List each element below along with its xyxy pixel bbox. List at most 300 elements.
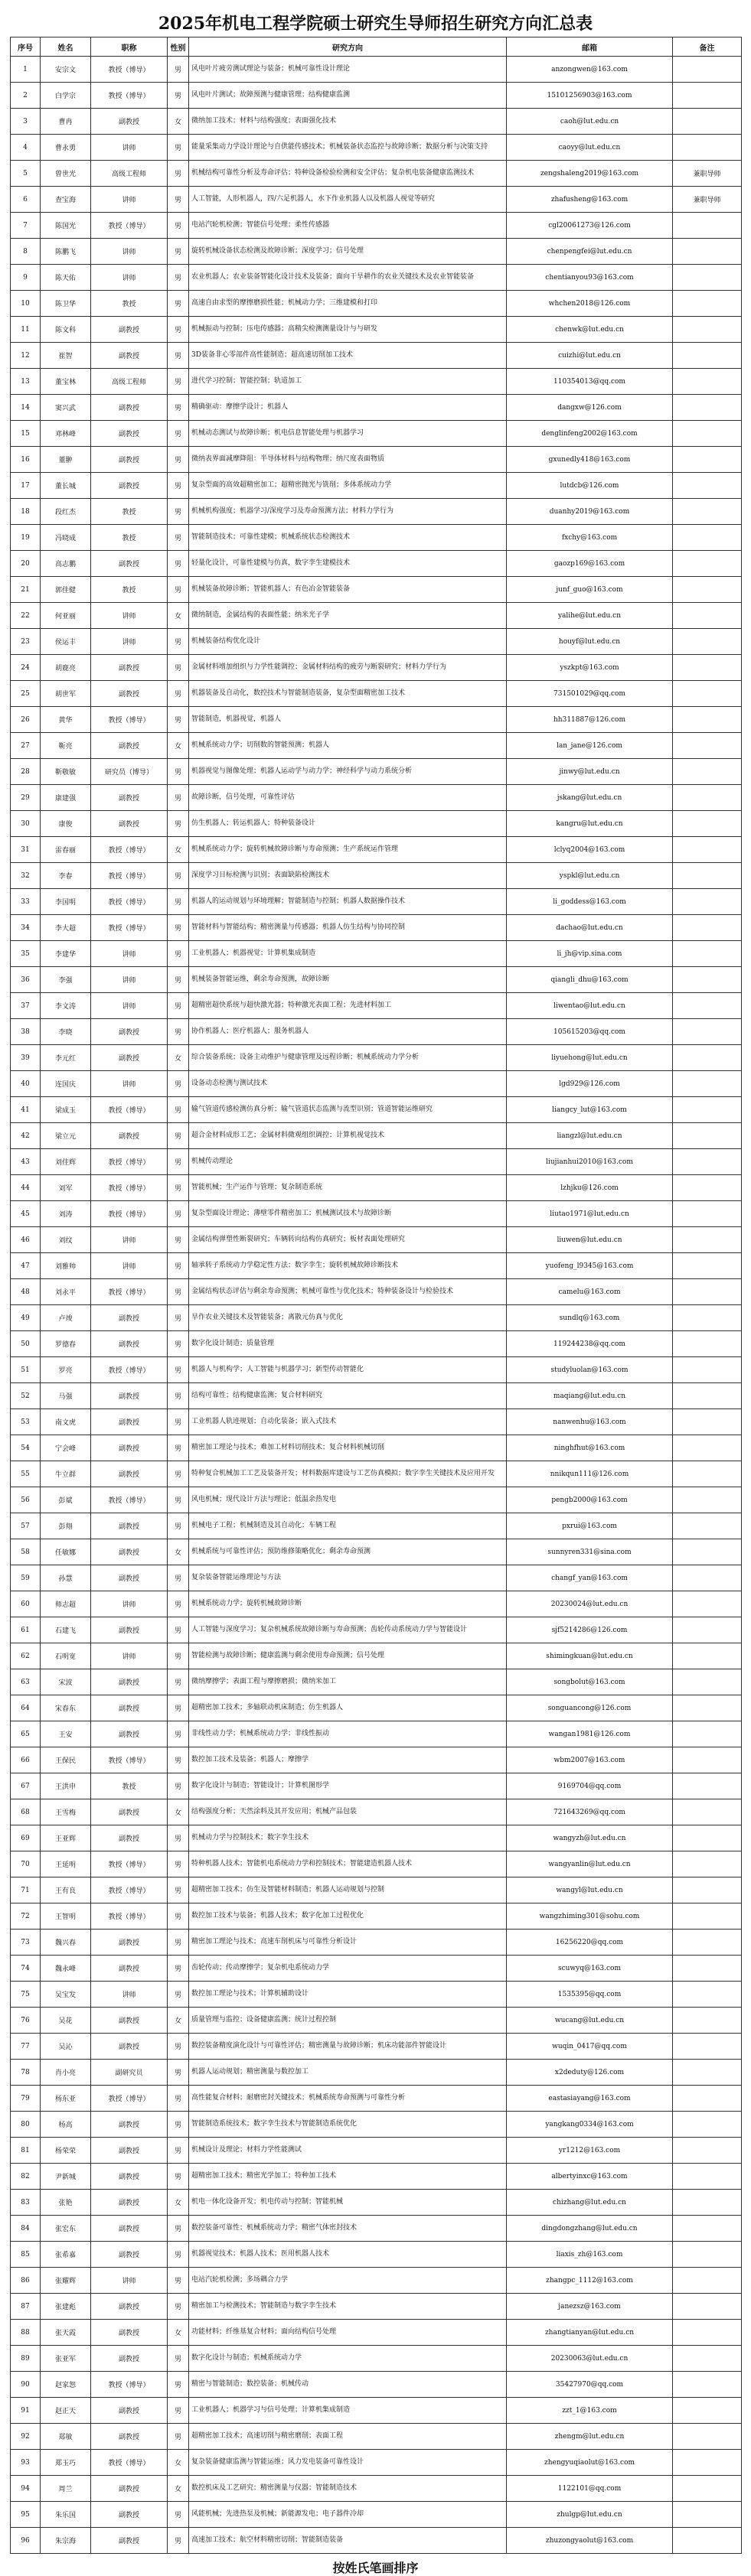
- cell-name: 杨东亚: [41, 2086, 91, 2112]
- cell-email: lclyq2004@163.com: [507, 837, 673, 863]
- cell-email: shimingkuan@lut.edu.cn: [507, 1643, 673, 1669]
- cell-title: 教授（博导）: [91, 1279, 168, 1305]
- cell-email: cgl20061273@126.com: [507, 213, 673, 239]
- cell-title: 讲师: [91, 1982, 168, 2008]
- cell-research: 超精密加工技术；精密光学加工；特种加工技术: [189, 2164, 507, 2190]
- cell-gender: 男: [168, 1201, 189, 1227]
- cell-email: liujianhui2010@163.com: [507, 1149, 673, 1175]
- cell-title: 副教授: [91, 2190, 168, 2216]
- cell-title: 副教授: [91, 2476, 168, 2502]
- cell-index: 29: [11, 785, 41, 811]
- cell-gender: 男: [168, 83, 189, 109]
- cell-research: 数字化设计与制造；机械系统动力学: [189, 2346, 507, 2372]
- table-row: [11, 1539, 742, 1565]
- table-row: [11, 629, 742, 655]
- cell-research: 超合金材料成形工艺；金属材料微观组织调控；计算机视觉技术: [189, 1123, 507, 1149]
- cell-remark: [673, 135, 742, 161]
- cell-research: 机械系统动力学；旋转机械故障诊断: [189, 1591, 507, 1617]
- cell-research: 设备动态检测与测试技术: [189, 1071, 507, 1097]
- header-index: 序号: [11, 37, 41, 57]
- cell-gender: 男: [168, 1773, 189, 1799]
- table-row: [11, 2424, 742, 2450]
- cell-name: 董宝林: [41, 369, 91, 395]
- cell-research: 机械机构强度；机器学习/深度学习及寿命预测方法；材料力学行为: [189, 499, 507, 525]
- cell-name: 刘永平: [41, 1279, 91, 1305]
- cell-email: yspkl@lut.edu.cn: [507, 863, 673, 889]
- cell-email: zzt_1@163.com: [507, 2398, 673, 2424]
- cell-title: 副教授: [91, 2294, 168, 2320]
- cell-index: 46: [11, 1227, 41, 1253]
- cell-email: maqiang@lut.edu.cn: [507, 1383, 673, 1409]
- cell-email: chizhang@lut.edu.cn: [507, 2190, 673, 2216]
- cell-index: 30: [11, 811, 41, 837]
- table-row: [11, 473, 742, 499]
- table-row: [11, 1669, 742, 1695]
- cell-title: 副教授: [91, 785, 168, 811]
- cell-remark: [673, 1123, 742, 1149]
- table-row: [11, 369, 742, 395]
- cell-gender: 男: [168, 213, 189, 239]
- cell-title: 副教授: [91, 1305, 168, 1331]
- cell-title: 副教授: [91, 1019, 168, 1045]
- cell-name: 陈天佑: [41, 265, 91, 291]
- cell-index: 38: [11, 1019, 41, 1045]
- cell-email: songbolut@163.com: [507, 1669, 673, 1695]
- cell-remark: 兼职导师: [673, 161, 742, 187]
- cell-email: zhangpc_1112@163.com: [507, 2268, 673, 2294]
- page-title: 2025年机电工程学院硕士研究生导师招生研究方向汇总表: [158, 14, 593, 34]
- cell-email: wangyl@lut.edu.cn: [507, 1877, 673, 1904]
- table-row: [11, 1175, 742, 1201]
- cell-gender: 男: [168, 1175, 189, 1201]
- cell-index: 81: [11, 2138, 41, 2164]
- cell-index: 71: [11, 1877, 41, 1904]
- cell-remark: [673, 1357, 742, 1383]
- cell-index: 8: [11, 239, 41, 265]
- cell-gender: 男: [168, 421, 189, 447]
- table-row: [11, 2216, 742, 2242]
- cell-name: 曾世光: [41, 161, 91, 187]
- cell-gender: 男: [168, 1071, 189, 1097]
- cell-index: 61: [11, 1617, 41, 1643]
- cell-gender: 男: [168, 1851, 189, 1877]
- cell-remark: [673, 1487, 742, 1513]
- cell-index: 94: [11, 2476, 41, 2502]
- cell-email: 20230024@lut.edu.cn: [507, 1591, 673, 1617]
- cell-gender: 男: [168, 2372, 189, 2398]
- cell-title: 副教授: [91, 1617, 168, 1643]
- cell-gender: 男: [168, 1019, 189, 1045]
- cell-index: 64: [11, 1695, 41, 1721]
- cell-title: 副教授: [91, 2008, 168, 2034]
- cell-name: 牛立群: [41, 1461, 91, 1487]
- cell-remark: [673, 57, 742, 83]
- table-row: [11, 1331, 742, 1357]
- cell-gender: 女: [168, 733, 189, 759]
- cell-research: 超精密加工技术；仿生及智能材料制造；机器人运动规划与控制: [189, 1877, 507, 1904]
- cell-gender: 男: [168, 265, 189, 291]
- cell-email: duanhy2019@163.com: [507, 499, 673, 525]
- cell-name: 张天霞: [41, 2320, 91, 2346]
- table-header-row: [11, 37, 742, 57]
- cell-name: 康建强: [41, 785, 91, 811]
- cell-research: 数控加工理论与技术；计算机辅助设计: [189, 1982, 507, 2008]
- cell-remark: [673, 1435, 742, 1461]
- cell-remark: [673, 1227, 742, 1253]
- table-row: [11, 941, 742, 967]
- cell-email: 16256220@qq.com: [507, 1930, 673, 1956]
- cell-research: 机械振动与控制；压电传感器；高精尖检测测量设计与与研发: [189, 317, 507, 343]
- cell-email: janezsz@163.com: [507, 2294, 673, 2320]
- cell-email: scuwyq@163.com: [507, 1956, 673, 1982]
- cell-research: 微纳表界面减摩降阻：半导体材料与结构物理；纳尺度表面物质: [189, 447, 507, 473]
- cell-gender: 男: [168, 2268, 189, 2294]
- cell-research: 智能制造技术；可靠性建模；机械系统状态检测技术: [189, 525, 507, 551]
- table-row: [11, 1305, 742, 1331]
- cell-index: 86: [11, 2268, 41, 2294]
- cell-email: pengb2000@163.com: [507, 1487, 673, 1513]
- cell-title: 副教授: [91, 811, 168, 837]
- cell-research: 数控装备可靠性；机械系统动力学；精密气体密封技术: [189, 2216, 507, 2242]
- cell-name: 曹冉: [41, 109, 91, 135]
- cell-remark: [673, 1071, 742, 1097]
- table-row: [11, 1383, 742, 1409]
- cell-gender: 女: [168, 2190, 189, 2216]
- cell-remark: [673, 681, 742, 707]
- cell-gender: 男: [168, 993, 189, 1019]
- cell-name: 崔智: [41, 343, 91, 369]
- cell-gender: 男: [168, 2112, 189, 2138]
- cell-index: 9: [11, 265, 41, 291]
- cell-research: 输气管道传感检测仿真分析；输气管道状态监测与流型识别；管道智能运维研究: [189, 1097, 507, 1123]
- cell-title: 副教授: [91, 2216, 168, 2242]
- cell-name: 杨高: [41, 2112, 91, 2138]
- cell-name: 何亚丽: [41, 603, 91, 629]
- table-row: [11, 2346, 742, 2372]
- cell-name: 赵家恕: [41, 2372, 91, 2398]
- cell-gender: 男: [168, 1643, 189, 1669]
- table-row: [11, 2450, 742, 2476]
- table-row: [11, 1461, 742, 1487]
- table-row: [11, 395, 742, 421]
- cell-research: 特种复合机械加工工艺及装备开发；材料数据库建设与工艺仿真模拟；数字孪生关键技术及应用开发: [189, 1461, 507, 1487]
- table-row: [11, 707, 742, 733]
- cell-remark: [673, 1279, 742, 1305]
- cell-index: 84: [11, 2216, 41, 2242]
- cell-title: 讲师: [91, 1227, 168, 1253]
- cell-index: 56: [11, 1487, 41, 1513]
- cell-email: wuqin_0417@qq.com: [507, 2034, 673, 2060]
- cell-remark: [673, 1201, 742, 1227]
- cell-research: 高速自由求型的摩擦磨损性能；机械动力学；三维建模和打印: [189, 291, 507, 317]
- cell-name: 魏永峰: [41, 1956, 91, 1982]
- cell-name: 连国庆: [41, 1071, 91, 1097]
- cell-remark: [673, 1409, 742, 1435]
- cell-email: 1122101@qq.com: [507, 2476, 673, 2502]
- cell-email: chentianyou93@163.com: [507, 265, 673, 291]
- table-row: [11, 2398, 742, 2424]
- cell-research: 机器人运动规划；精密测量与数控加工: [189, 2060, 507, 2086]
- cell-gender: 男: [168, 317, 189, 343]
- cell-email: jinwy@lut.edu.cn: [507, 759, 673, 785]
- cell-email: li_jh@vip.sina.com: [507, 941, 673, 967]
- cell-email: zengshaleng2019@163.com: [507, 161, 673, 187]
- cell-remark: [673, 837, 742, 863]
- table-row: [11, 837, 742, 863]
- cell-remark: [673, 265, 742, 291]
- cell-title: 副教授: [91, 1956, 168, 1982]
- table-row: [11, 2164, 742, 2190]
- cell-gender: 女: [168, 1539, 189, 1565]
- cell-email: sjf5214286@126.com: [507, 1617, 673, 1643]
- table-row: [11, 915, 742, 941]
- cell-name: 彭翔: [41, 1513, 91, 1539]
- cell-index: 78: [11, 2060, 41, 2086]
- cell-title: 讲师: [91, 1643, 168, 1669]
- cell-gender: 男: [168, 1305, 189, 1331]
- cell-name: 郑敏: [41, 2424, 91, 2450]
- cell-index: 10: [11, 291, 41, 317]
- cell-research: 进代学习控制；智能控制；轨道加工: [189, 369, 507, 395]
- cell-title: 副教授: [91, 1409, 168, 1435]
- cell-email: fxchy@163.com: [507, 525, 673, 551]
- cell-index: 52: [11, 1383, 41, 1409]
- cell-gender: 男: [168, 551, 189, 577]
- cell-title: 教授（博导）: [91, 2372, 168, 2398]
- cell-gender: 男: [168, 1513, 189, 1539]
- cell-index: 60: [11, 1591, 41, 1617]
- cell-email: wangan1981@126.com: [507, 1721, 673, 1747]
- header-name: 姓名: [41, 37, 91, 57]
- cell-remark: [673, 1565, 742, 1591]
- cell-name: 安宗文: [41, 57, 91, 83]
- cell-name: 师志超: [41, 1591, 91, 1617]
- cell-name: 王亚辉: [41, 1825, 91, 1851]
- cell-email: albertyinxc@163.com: [507, 2164, 673, 2190]
- cell-index: 87: [11, 2294, 41, 2320]
- cell-research: 电站汽轮机检测；智能信号处理；柔性传感器: [189, 213, 507, 239]
- cell-remark: [673, 1305, 742, 1331]
- cell-index: 66: [11, 1747, 41, 1773]
- cell-title: 副教授: [91, 473, 168, 499]
- cell-title: 讲师: [91, 629, 168, 655]
- cell-research: 机械装备智能运维，剩余寿命预测，故障诊断: [189, 967, 507, 993]
- cell-title: 教授: [91, 291, 168, 317]
- cell-gender: 男: [168, 1982, 189, 2008]
- table-row: [11, 499, 742, 525]
- cell-name: 陈卫华: [41, 291, 91, 317]
- cell-research: 工业机器人；机器学习与信号处理；计算机集成制造: [189, 2398, 507, 2424]
- cell-remark: [673, 941, 742, 967]
- table-row: [11, 2528, 742, 2554]
- cell-research: 超精密加工技术；高速切削与精密磨削；表面工程: [189, 2424, 507, 2450]
- cell-email: 35427970@qq.com: [507, 2372, 673, 2398]
- cell-title: 副教授: [91, 1930, 168, 1956]
- cell-title: 教授（博导）: [91, 1201, 168, 1227]
- cell-gender: 男: [168, 1357, 189, 1383]
- table-row: [11, 83, 742, 109]
- cell-title: 研究员（博导）: [91, 759, 168, 785]
- cell-title: 副教授: [91, 343, 168, 369]
- table-row: [11, 2086, 742, 2112]
- cell-index: 54: [11, 1435, 41, 1461]
- cell-title: 副教授: [91, 2242, 168, 2268]
- table-row: [11, 1591, 742, 1617]
- cell-index: 28: [11, 759, 41, 785]
- cell-name: 张希嘉: [41, 2242, 91, 2268]
- cell-research: 风电叶片疲劳测试理论与装备；机械可靠性设计理论: [189, 57, 507, 83]
- header-email: 邮箱: [507, 37, 673, 57]
- table-row: [11, 733, 742, 759]
- cell-research: 智能材料与智能结构；精密测量与传感器；机器人仿生结构与协同控制: [189, 915, 507, 941]
- table-row: [11, 421, 742, 447]
- cell-title: 副教授: [91, 317, 168, 343]
- cell-index: 79: [11, 2086, 41, 2112]
- cell-remark: [673, 83, 742, 109]
- cell-gender: 男: [168, 2398, 189, 2424]
- cell-remark: [673, 1331, 742, 1357]
- cell-gender: 男: [168, 499, 189, 525]
- cell-index: 35: [11, 941, 41, 967]
- cell-title: 副教授: [91, 447, 168, 473]
- cell-title: 副教授: [91, 2112, 168, 2138]
- cell-email: 110354013@qq.com: [507, 369, 673, 395]
- cell-name: 宋波: [41, 1669, 91, 1695]
- cell-name: 胡鹿亮: [41, 655, 91, 681]
- table-row: [11, 655, 742, 681]
- cell-gender: 男: [168, 135, 189, 161]
- cell-title: 教授（博导）: [91, 837, 168, 863]
- cell-gender: 男: [168, 1227, 189, 1253]
- cell-email: 721643269@qq.com: [507, 1799, 673, 1825]
- cell-email: pxrui@163.com: [507, 1513, 673, 1539]
- cell-research: 质量管理与监控；设备健康监测；统计过程控制: [189, 2008, 507, 2034]
- cell-research: 智能制造，机器视觉，机器人: [189, 707, 507, 733]
- cell-name: 梁立元: [41, 1123, 91, 1149]
- cell-gender: 女: [168, 2320, 189, 2346]
- table-row: [11, 2294, 742, 2320]
- table-row: [11, 1982, 742, 2008]
- cell-email: yangkang0334@163.com: [507, 2112, 673, 2138]
- cell-gender: 男: [168, 57, 189, 83]
- cell-email: chenpengfei@lut.edu.cn: [507, 239, 673, 265]
- cell-email: zhengyuqiaolut@163.com: [507, 2450, 673, 2476]
- cell-name: 李晓: [41, 1019, 91, 1045]
- cell-remark: [673, 2294, 742, 2320]
- cell-email: caoyy@lut.edu.cn: [507, 135, 673, 161]
- cell-title: 教授（博导）: [91, 1357, 168, 1383]
- cell-name: 李元红: [41, 1045, 91, 1071]
- cell-name: 董翀: [41, 447, 91, 473]
- table-row: [11, 447, 742, 473]
- cell-research: 超精密加工技术；多轴联动机床制造；仿生机器人: [189, 1695, 507, 1721]
- cell-index: 90: [11, 2372, 41, 2398]
- cell-title: 副教授: [91, 2346, 168, 2372]
- cell-name: 张宏东: [41, 2216, 91, 2242]
- cell-index: 68: [11, 1799, 41, 1825]
- cell-index: 72: [11, 1904, 41, 1930]
- cell-index: 51: [11, 1357, 41, 1383]
- cell-index: 65: [11, 1721, 41, 1747]
- table-row: [11, 2320, 742, 2346]
- table-row: [11, 2372, 742, 2398]
- cell-email: sundlq@163.com: [507, 1305, 673, 1331]
- table-row: [11, 1930, 742, 1956]
- cell-email: liuwen@lut.edu.cn: [507, 1227, 673, 1253]
- table-row: [11, 551, 742, 577]
- cell-remark: [673, 629, 742, 655]
- cell-research: 精密加工理论与技术；高速车削机床与可靠性分析设计: [189, 1930, 507, 1956]
- table-row: [11, 213, 742, 239]
- cell-gender: 男: [168, 811, 189, 837]
- cell-remark: [673, 863, 742, 889]
- cell-research: 智能制造系统技术；数字孪生技术与智能制造系统优化: [189, 2112, 507, 2138]
- cell-gender: 女: [168, 603, 189, 629]
- cell-gender: 男: [168, 395, 189, 421]
- cell-title: 副教授: [91, 1825, 168, 1851]
- cell-research: 数字化设计与制造；智能设计；计算机图形学: [189, 1773, 507, 1799]
- cell-gender: 男: [168, 1877, 189, 1904]
- cell-title: 副教授: [91, 1513, 168, 1539]
- cell-gender: 男: [168, 1409, 189, 1435]
- cell-remark: 兼职导师: [673, 187, 742, 213]
- header-research: 研究方向: [189, 37, 507, 57]
- cell-title: 副教授: [91, 2138, 168, 2164]
- table-row: [11, 1773, 742, 1799]
- cell-email: qiangli_dhu@163.com: [507, 967, 673, 993]
- cell-name: 曹永勇: [41, 135, 91, 161]
- cell-index: 25: [11, 681, 41, 707]
- cell-research: 齿轮传动；传动摩擦学；复杂机电系统动力学: [189, 1956, 507, 1982]
- cell-remark: [673, 2502, 742, 2528]
- cell-index: 22: [11, 603, 41, 629]
- cell-index: 83: [11, 2190, 41, 2216]
- cell-gender: 男: [168, 2164, 189, 2190]
- cell-remark: [673, 421, 742, 447]
- cell-index: 88: [11, 2320, 41, 2346]
- cell-research: 微纳摩擦学；表面工程与摩擦磨损；微纳米加工: [189, 1669, 507, 1695]
- cell-index: 39: [11, 1045, 41, 1071]
- table-row: [11, 1825, 742, 1851]
- cell-email: jskang@lut.edu.cn: [507, 785, 673, 811]
- cell-remark: [673, 733, 742, 759]
- cell-title: 教授: [91, 525, 168, 551]
- cell-index: 13: [11, 369, 41, 395]
- cell-name: 郭佳健: [41, 577, 91, 603]
- cell-name: 彭斌: [41, 1487, 91, 1513]
- table-row: [11, 57, 742, 83]
- cell-remark: [673, 2346, 742, 2372]
- cell-title: 副教授: [91, 109, 168, 135]
- cell-title: 副研究员: [91, 2060, 168, 2086]
- cell-email: zhafusheng@163.com: [507, 187, 673, 213]
- cell-index: 69: [11, 1825, 41, 1851]
- cell-title: 高级工程师: [91, 161, 168, 187]
- cell-title: 副教授: [91, 1669, 168, 1695]
- table-row: [11, 1149, 742, 1175]
- cell-index: 23: [11, 629, 41, 655]
- table-row: [11, 863, 742, 889]
- cell-gender: 女: [168, 109, 189, 135]
- cell-name: 罗德春: [41, 1331, 91, 1357]
- cell-name: 朱宗海: [41, 2528, 91, 2554]
- cell-email: camelu@163.com: [507, 1279, 673, 1305]
- cell-research: 机械结构可靠性分析及寿命评估；特种设备检验检测和安全评估；复杂机电装备健康监测技术: [189, 161, 507, 187]
- cell-index: 95: [11, 2502, 41, 2528]
- cell-gender: 男: [168, 681, 189, 707]
- cell-index: 15: [11, 421, 41, 447]
- cell-name: 马强: [41, 1383, 91, 1409]
